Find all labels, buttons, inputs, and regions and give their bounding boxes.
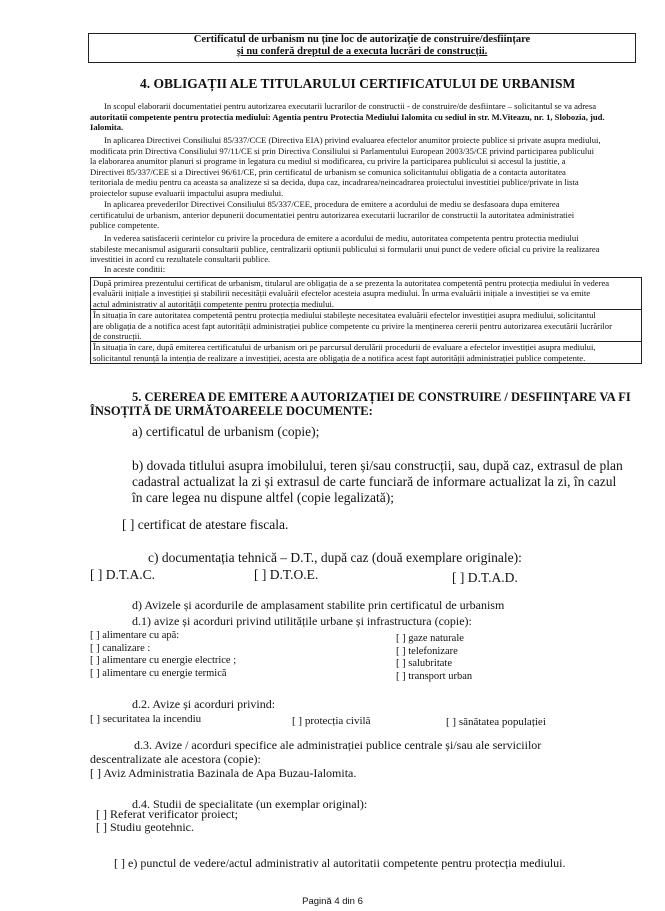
item-b-line: b) dovada titlului asupra imobilului, teren și/sau construcții, sau, după caz, extrasul de plan	[132, 458, 623, 473]
item-d3	[90, 738, 541, 766]
condition-line: În situația în care, după emiterea certificatului de urbanism ori pe parcursul derulării procedurii de evaluare a efectelor investiției asupra mediului,	[93, 342, 596, 353]
section-4-paragraph-3	[90, 199, 638, 231]
item-d1: d.1) avize și acorduri privind utilitățile urbane și infrastructura (copie):	[132, 614, 472, 628]
section-4-title: 4. OBLIGAȚII ALE TITULARULUI CERTIFICATULUI DE URBANISM	[140, 76, 576, 91]
fiscal-certificate-item: [ ] certificat de atestare fiscala.	[122, 517, 289, 532]
item-d: d) Avizele și acordurile de amplasament stabilite prin certificatul de urbanism	[132, 598, 505, 612]
utility-item: [ ] salubritate	[396, 658, 452, 669]
paragraph-line: In aplicarea prevederilor Directivei Consiliului 85/337/CEE, procedura de emitere a acordului de mediu se desfasoara dupa emiterea	[104, 199, 560, 209]
study-item: [ ] Studiu geotehnic.	[96, 820, 194, 834]
d4-list	[96, 808, 238, 834]
utility-item: [ ] transport urban	[396, 670, 473, 682]
item-d3-line: d.3. Avize / acorduri specifice ale administrației publice centrale și/sau ale serviciilor	[134, 738, 542, 752]
d1-right-list	[396, 633, 472, 683]
item-b-line: cadastral actualizat la zi și extrasul de carte funciară de informare actualizat la zi, în cazul	[132, 474, 617, 489]
condition-line: După primirea prezentului certificat de urbanism, titularul are obligația de a se prezenta la autoritatea competentă pentru protecția mediului în vederea	[93, 278, 610, 288]
condition-line: solicitantul renunță la intenția de realizare a investiției, acesta are obligația de a notifica acest fapt autorității administrației publice competente.	[93, 352, 586, 363]
condition-line: are obligația de a notifica acest fapt autorității administrației publice competente cu privire la menținerea cererii pentru autorizarea executării lucrărilor	[93, 320, 612, 331]
utility-item: [ ] telefonizare	[396, 645, 458, 657]
paragraph-line: autoritatii competente pentru protectia mediului: Agentia pentru Protectia Mediului Ialomita cu sediul in str. M.Viteazu, nr. 1, Slobozia, jud.	[90, 111, 605, 122]
paragraph-line: proiectelor supuse evaluarii impactului asupra mediului.	[90, 187, 284, 198]
section-4-paragraph-1	[90, 101, 638, 133]
option-dtac: [ ] D.T.A.C.	[90, 567, 155, 582]
paragraph-line: Ialomita.	[90, 122, 124, 133]
d1-left-list	[90, 630, 236, 680]
condition-line: evaluării inițiale a investiției și stabilirii necesității evaluării efectelor acesteia asupra mediului. În urma evaluării inițiale a investiției se va emite	[93, 288, 591, 299]
disclaimer-line-1: Certificatul de urbanism nu ține loc de autorizație de construire/desființare	[193, 34, 531, 45]
paragraph-line: Directivei 85/337/CEE si a Directivei 96/61/CE, prin certificatul de urbanism se comunica solicitantului obligatia de a contacta autoritatea	[90, 166, 566, 177]
item-d3-line: descentralizate ale acestora (copie):	[90, 752, 261, 766]
condition-row	[91, 310, 641, 342]
option-dtoe: [ ] D.T.O.E.	[254, 567, 319, 582]
d2-civil-protection: [ ] protecția civilă	[292, 715, 371, 727]
item-b	[90, 458, 623, 506]
section-5-title	[90, 390, 631, 418]
paragraph-line: modificata prin Directiva Consiliului 97/11/CE si prin Directiva Consiliului si Parlamentului European 2003/35/CE privind participarea publicului	[90, 145, 594, 156]
section-5-title-line-2: ÎNSOȚITĂ DE URMĂTOAREELE DOCUMENTE:	[90, 404, 373, 418]
option-dtad: [ ] D.T.A.D.	[452, 570, 518, 585]
condition-line: În situația în care autoritatea competentă pentru protecția mediului stabilește necesitatea evaluării efectelor investiției asupra mediului, solicitantul	[93, 310, 596, 321]
study-item: [ ] Referat verificator proiect;	[96, 807, 238, 821]
section-5-title-line-1: 5. CEREREA DE EMITERE A AUTORIZAȚIEI DE CONSTRUIRE / DESFIINȚARE VA FI	[132, 390, 631, 404]
item-d2: d.2. Avize și acorduri privind:	[132, 697, 276, 711]
d2-security: [ ] securitatea la incendiu	[90, 713, 202, 725]
d3-basin-opinion: [ ] Aviz Administratia Bazinala de Apa Buzau-Ialomita.	[90, 766, 357, 780]
utility-item: [ ] gaze naturale	[396, 633, 464, 644]
paragraph-line: teritoriala de mediu pentru ca aceasta sa analizeze si sa decida, dupa caz, incadrarea/neincadrarea proiectului investitiei publice/private in lista	[90, 177, 579, 188]
section-4-paragraph-5: In aceste conditii:	[104, 264, 166, 274]
condition-line: actul administrativ al autorității competente pentru protecția mediului.	[93, 298, 335, 309]
conditions-box	[90, 277, 642, 364]
paragraph-line: In aplicarea Directivei Consiliului 85/337/CCE (Directiva EIA) privind evaluarea efectelor anumitor proiecte publice si private asupra mediului,	[104, 135, 601, 145]
utility-item: [ ] alimentare cu energie termică	[90, 667, 227, 679]
paragraph-line: In vederea satisfacerii cerintelor cu privire la procedura de emitere a acordului de mediu, autoritatea competenta pentru protectia mediului	[104, 233, 579, 243]
item-c: c) documentația tehnică – D.T., după caz (două exemplare originale):	[148, 550, 522, 565]
disclaimer-box	[88, 33, 636, 63]
section-4-paragraph-4	[90, 233, 638, 265]
paragraph-line: stabileste mecanismul asigurarii consultarii publice, centralizarii optiunii publicului si formularii unui punct de vedere oficial cu privire la realizarea	[90, 243, 600, 254]
item-d4: d.4. Studii de specialitate (un exemplar original):	[132, 797, 368, 811]
disclaimer-line-2: și nu conferă dreptul de a executa lucrări de construcții.	[236, 46, 488, 57]
page-number: Pagină 4 din 6	[302, 896, 363, 907]
paragraph-line: certificatului de urbanism, anterior depunerii documentatiei pentru autorizarea executarii lucrarilor de constructii la autoritatea administratiei	[90, 209, 575, 220]
item-a: a) certificatul de urbanism (copie);	[132, 424, 320, 439]
utility-item: [ ] canalizare :	[90, 642, 151, 654]
condition-line: de construcții.	[93, 331, 142, 342]
d2-public-health: [ ] sănătatea populației	[446, 716, 546, 728]
condition-row	[91, 278, 641, 310]
utility-item: [ ] alimentare cu apă:	[90, 630, 180, 641]
utility-item: [ ] alimentare cu energie electrice ;	[90, 655, 237, 666]
paragraph-line: In scopul elaborarii documentatiei pentru autorizarea executarii lucrarilor de constructii - de construire/de desfiintare – solicitantul se va adresa	[104, 101, 597, 111]
item-e: [ ] e) punctul de vedere/actul administrativ al autoritatii competente pentru protecția mediului.	[114, 856, 566, 870]
section-4-paragraph-2	[90, 135, 638, 199]
paragraph-line: investitiei in acord cu rezultatele consultarii publice.	[90, 254, 271, 265]
paragraph-line: publice competente.	[90, 220, 160, 231]
item-b-line: în care legea nu dispune altfel (copie legalizată);	[132, 490, 394, 505]
paragraph-line: la elaborarea anumitor planuri si programe in legatura cu mediul si modificarea, cu privire la participarea publicului si accesul la justitie, a	[90, 156, 566, 167]
condition-row	[91, 342, 641, 363]
